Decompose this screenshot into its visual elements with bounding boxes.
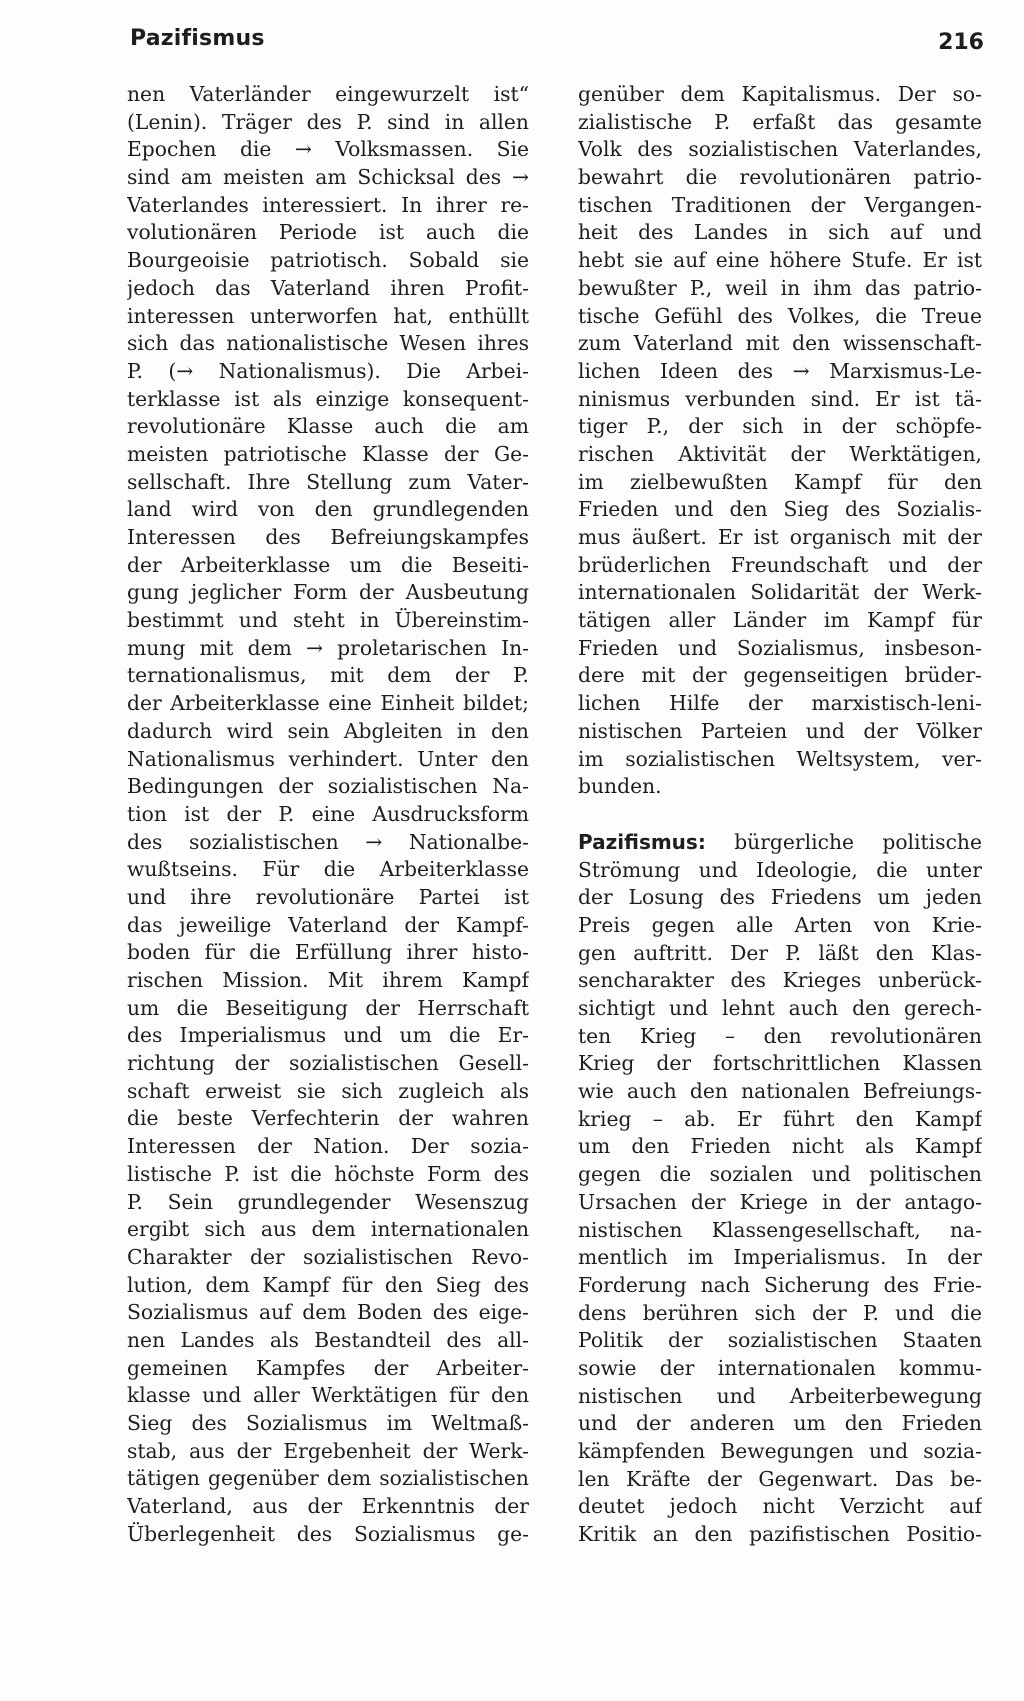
text-line: Charakter der sozialistischen Revo- [127,1244,529,1269]
text-line: zum Vaterland mit den wissenschaft- [578,331,982,356]
text-line: Preis gegen alle Arten von Krie- [578,912,982,937]
text-line: dere mit der gegenseitigen brüder- [578,663,982,688]
entry-body-text [578,857,982,1549]
text-line: tiger P., der sich in der schöpfe- [578,414,982,439]
text-line: das jeweilige Vaterland der Kampf- [127,912,529,937]
text-line: sichtigt und lehnt auch den gerech- [578,996,982,1020]
entry-first-line [578,829,982,857]
text-line: mentlich im Imperialismus. In der [578,1245,982,1270]
text-line: Kritik an den pazifistischen Positio- [578,1522,982,1547]
text-line: wußtseins. Für die Arbeiterklasse [127,857,529,882]
text-line: klasse und aller Werktätigen für den [127,1383,529,1408]
text-line: terklasse ist als einzige konsequent- [127,386,529,411]
text-line: kämpfenden Bewegungen und sozia- [578,1439,982,1463]
text-line: P. (→ Nationalismus). Die Arbei- [127,358,529,383]
text-line: tischen Traditionen der Vergangen- [578,192,982,217]
text-line: tätigen gegenüber dem sozialistischen [127,1466,529,1491]
text-line: ninismus verbunden sind. Er ist tä- [578,386,982,411]
text-line: bewußter P., weil in ihm das patrio- [578,275,982,300]
text-line: rischen Aktivität der Werktätigen, [578,441,982,466]
text-line: des Imperialismus und um die Er- [127,1023,529,1048]
text-line: ten Krieg – den revolutionären [578,1023,982,1048]
page-number: 216 [938,30,984,55]
text-line: und der anderen um den Frieden [578,1411,982,1436]
text-line: bestimmt und steht in Übereinstim- [127,608,529,633]
text-line: Epochen die → Volksmassen. Sie [127,137,529,162]
text-line: gegen die sozialen und politischen [578,1162,982,1187]
left-text-column [127,81,529,1548]
text-line: im zielbewußten Kampf für den [578,469,982,494]
text-line: wie auch den nationalen Befreiungs- [578,1079,982,1104]
text-line: bewahrt die revolutionären patrio- [578,165,982,190]
text-line: Frieden und den Sieg des Sozialis- [578,497,982,522]
text-line: richtung der sozialistischen Gesell- [127,1051,529,1076]
text-line: Interessen der Nation. Der sozia- [127,1134,529,1159]
text-line: mung mit dem → proletarischen In- [127,635,529,660]
text-line: Nationalismus verhindert. Unter den [127,746,529,771]
text-line: Politik der sozialistischen Staaten [578,1328,982,1353]
text-line: mus äußert. Er ist organisch mit der [578,525,982,549]
text-line: und ihre revolutionäre Partei ist [127,884,529,909]
text-line: Bourgeoisie patriotisch. Sobald sie [127,248,529,273]
text-line: sowie der internationalen kommu- [578,1355,982,1380]
text-line: schaft erweist sie sich zugleich als [127,1078,529,1103]
text-line: lichen Hilfe der marxistisch-leni- [578,691,982,716]
text-line: Bedingungen der sozialistischen Na- [127,774,529,799]
text-line: meisten patriotische Klasse der Ge- [127,441,529,466]
text-line: dadurch wird sein Abgleiten in den [127,718,529,743]
text-line: len Kräfte der Gegenwart. Das be- [578,1466,982,1491]
paragraph-gap [578,801,982,829]
text-line: nistischen Parteien und der Völker [578,718,982,743]
text-line: Vaterland, aus der Erkenntnis der [127,1494,529,1519]
text-line: Sieg des Sozialismus im Weltmaß- [127,1411,529,1435]
text-line: sind am meisten am Schicksal des → [127,165,529,190]
text-line: sich das nationalistische Wesen ihres [127,331,529,356]
text-line: ternationalismus, mit dem der P. [127,663,529,688]
text-line: die beste Verfechterin der wahren [127,1106,529,1131]
text-line: P. Sein grundlegender Wesenszug [127,1189,529,1214]
text-line: der Losung des Friedens um jeden [578,885,982,910]
text-line: interessen unterworfen hat, enthüllt [127,303,529,328]
text-line: gung jeglicher Form der Ausbeutung [127,580,529,605]
text-line: nistischen und Arbeiterbewegung [578,1383,982,1408]
text-line: Frieden und Sozialismus, insbeson- [578,635,982,660]
text-line: gen auftritt. Der P. läßt den Klas- [578,940,982,965]
text-line: land wird von den grundlegenden [127,497,529,522]
text-line: Volk des sozialistischen Vaterlandes, [578,137,982,162]
text-line: brüderlichen Freundschaft und der [578,552,982,577]
text-line: lichen Ideen des → Marxismus-Le- [578,358,982,383]
text-line: zialistische P. erfaßt das gesamte [578,109,982,134]
text-line: genüber dem Kapitalismus. Der so- [578,82,982,106]
text-line: Interessen des Befreiungskampfes [127,525,529,549]
text-line: internationalen Solidarität der Werk- [578,580,982,605]
text-line: Sozialismus auf dem Boden des eige- [127,1300,529,1325]
text-line: tion ist der P. eine Ausdrucksform [127,801,529,826]
text-line: ergibt sich aus dem internationalen [127,1217,529,1242]
text-line: um den Frieden nicht als Kampf [578,1134,982,1159]
entry-term: Pazifismus: [578,829,706,854]
text-line: Ursachen der Kriege in der antago- [578,1189,982,1214]
text-line: Strömung und Ideologie, die unter [578,857,982,882]
text-line: tätigen aller Länder im Kampf für [578,608,982,633]
text-line: der Arbeiterklasse um die Beseiti- [127,552,529,577]
text-line: dens berühren sich der P. und die [578,1300,982,1325]
running-header-title: Pazifismus [130,26,265,51]
text-line: im sozialistischen Weltsystem, ver- [578,746,982,771]
pazifismus-entry [578,829,982,1549]
text-line: stab, aus der Ergebenheit der Werk- [127,1438,529,1463]
text-line: sellschaft. Ihre Stellung zum Vater- [127,469,529,494]
text-line: Vaterlandes interessiert. In ihrer re- [127,192,529,217]
text-line: rischen Mission. Mit ihrem Kampf [127,968,529,992]
text-line: listische P. ist die höchste Form des [127,1161,529,1186]
continued-entry-text [578,81,982,801]
text-line: lution, dem Kampf für den Sieg des [127,1272,529,1297]
text-line: heit des Landes in sich auf und [578,220,982,245]
text-line: jedoch das Vaterland ihren Profit- [127,275,529,300]
text-line: nen Vaterländer eingewurzelt ist“ [127,82,529,106]
text-line: sencharakter des Krieges unberück- [578,968,982,993]
text-line: deutet jedoch nicht Verzicht auf [578,1494,982,1519]
text-line: Überlegenheit des Sozialismus ge- [127,1521,529,1546]
text-line: des sozialistischen → Nationalbe- [127,829,529,854]
text-line: der Arbeiterklasse eine Einheit bildet; [127,691,529,716]
text-line: volutionären Periode ist auch die [127,220,529,245]
text-line: revolutionäre Klasse auch die am [127,414,529,439]
text-line: um die Beseitigung der Herrschaft [127,995,529,1020]
text-line: Forderung nach Sicherung des Frie- [578,1272,982,1297]
text-line: hebt sie auf eine höhere Stufe. Er ist [578,248,982,273]
text-line: nistischen Klassengesellschaft, na- [578,1217,982,1242]
text-line: tische Gefühl des Volkes, die Treue [578,303,982,328]
text-line: bunden. [578,774,662,799]
text-line: krieg – ab. Er führt den Kampf [578,1106,982,1131]
right-text-column [578,81,982,1549]
entry-first-line-text: bürgerliche politische [734,829,982,854]
text-line: boden für die Erfüllung ihrer histo- [127,940,529,965]
text-line: gemeinen Kampfes der Arbeiter- [127,1355,529,1380]
text-line: nen Landes als Bestandteil des all- [127,1327,529,1352]
text-line: (Lenin). Träger des P. sind in allen [127,109,529,134]
text-line: Krieg der fortschrittlichen Klassen [578,1051,982,1076]
